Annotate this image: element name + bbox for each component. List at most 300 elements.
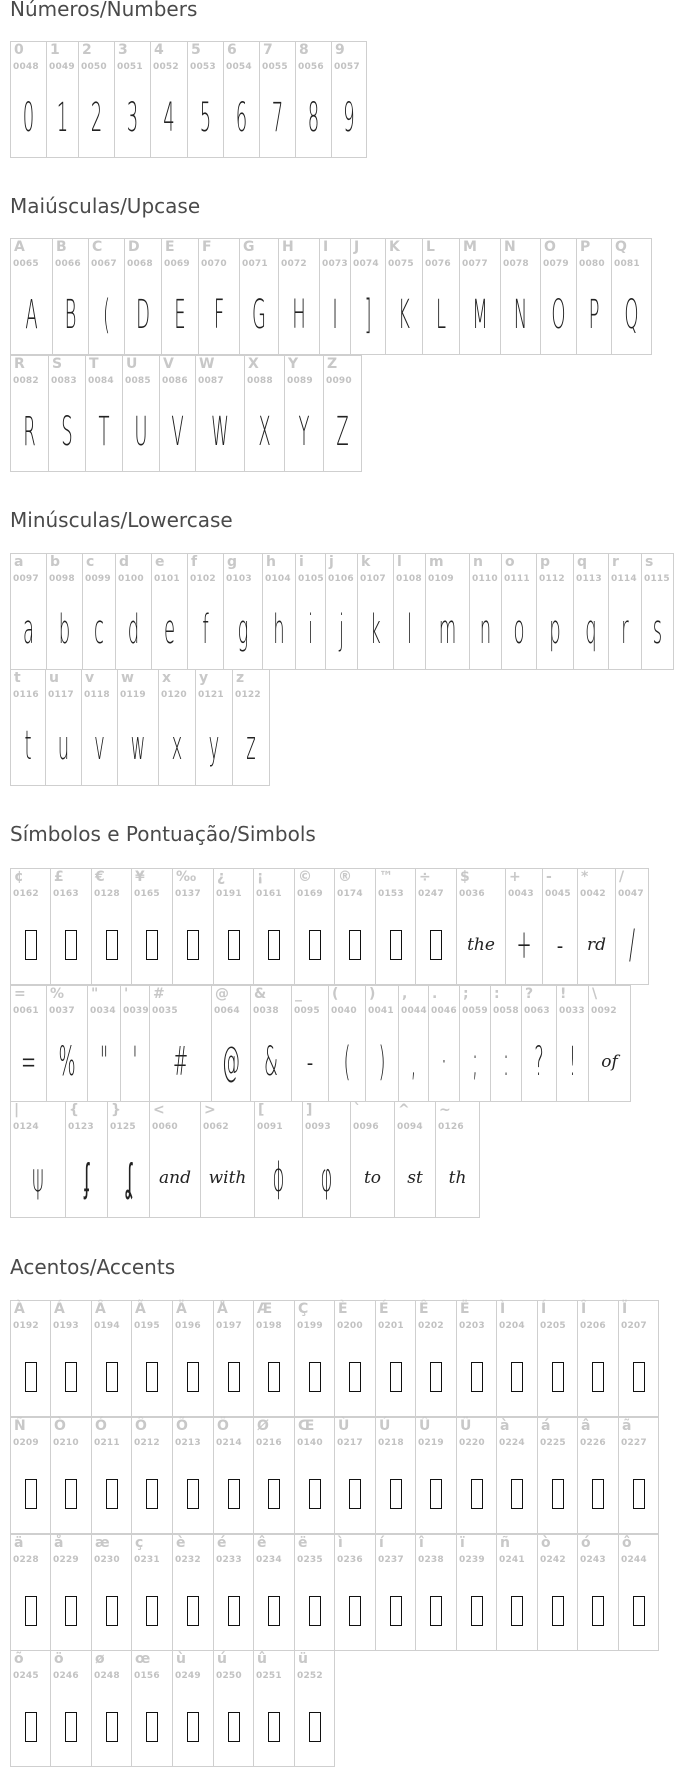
character-code: 0074 <box>353 259 379 269</box>
missing-glyph-icon <box>106 930 118 960</box>
character-label: Y <box>288 356 299 372</box>
missing-glyph-icon <box>390 930 402 960</box>
missing-glyph-box <box>254 1466 294 1522</box>
character-code: 0045 <box>545 889 571 899</box>
character-label: ~ <box>439 1102 451 1118</box>
character-label: r <box>612 554 619 570</box>
missing-glyph-icon <box>349 930 361 960</box>
character-label: h <box>266 554 276 570</box>
character-code: 0070 <box>201 259 227 269</box>
missing-glyph-icon <box>187 1479 199 1509</box>
character-label: ô <box>622 1535 632 1551</box>
character-label: æ <box>95 1535 110 1551</box>
missing-glyph-box <box>214 917 253 973</box>
character-code: 0220 <box>459 1438 485 1448</box>
glyph-preview: I <box>332 292 338 338</box>
glyph-row <box>10 1534 658 1651</box>
character-label: ' <box>124 986 129 1002</box>
missing-glyph-box <box>578 1583 618 1639</box>
glyph-preview: T <box>98 409 110 455</box>
glyph-cell <box>295 553 326 670</box>
glyph-cell <box>357 553 394 670</box>
character-code: 0241 <box>499 1555 525 1565</box>
glyph-cell <box>425 553 470 670</box>
character-code: 0194 <box>94 1321 120 1331</box>
glyph-preview: z <box>246 723 256 769</box>
missing-glyph-icon <box>268 1712 280 1742</box>
missing-glyph-icon <box>268 1479 280 1509</box>
missing-glyph-box <box>497 1583 537 1639</box>
glyph-cell <box>456 1300 497 1417</box>
glyph-cell <box>393 553 426 670</box>
character-code: 0226 <box>580 1438 606 1448</box>
glyph-cell <box>158 669 196 786</box>
missing-glyph-box <box>132 1349 172 1405</box>
glyph-preview: 5 <box>199 95 212 141</box>
glyph-cell <box>334 868 376 985</box>
glyph-preview: ' <box>132 1039 138 1085</box>
character-label: Å <box>217 1301 228 1317</box>
missing-glyph-icon <box>633 1479 645 1509</box>
missing-glyph-box <box>254 1699 294 1755</box>
character-code: 0071 <box>242 259 268 269</box>
character-label: s <box>645 554 654 570</box>
character-code: 0064 <box>214 1006 240 1016</box>
glyph-cell <box>10 1417 51 1534</box>
glyph-preview: ɸ <box>272 1155 285 1201</box>
character-code: 0077 <box>462 259 488 269</box>
glyph-preview: , <box>410 1039 417 1085</box>
character-label: ü <box>298 1651 308 1667</box>
missing-glyph-icon <box>430 1362 442 1392</box>
character-label: ó <box>581 1535 591 1551</box>
character-code: 0035 <box>152 1006 178 1016</box>
character-code: 0233 <box>216 1555 242 1565</box>
character-code: 0078 <box>503 259 529 269</box>
glyph-cell <box>161 238 199 355</box>
glyph-preview: 3 <box>126 95 139 141</box>
character-label: Ø <box>257 1418 269 1434</box>
glyph-preview: · <box>441 1039 447 1085</box>
character-label: x <box>162 670 172 686</box>
glyph-preview: O <box>551 292 566 338</box>
glyph-preview: p <box>549 607 561 653</box>
character-label: û <box>257 1651 267 1667</box>
character-label: ï <box>460 1535 465 1551</box>
missing-glyph-icon <box>309 1596 321 1626</box>
glyph-cell <box>78 41 115 158</box>
glyph-cell <box>459 238 501 355</box>
character-code: 0075 <box>388 259 414 269</box>
missing-glyph-icon <box>511 1362 523 1392</box>
missing-glyph-box <box>51 917 91 973</box>
missing-glyph-box <box>497 1349 537 1405</box>
glyph-cell <box>385 238 423 355</box>
missing-glyph-box <box>416 1349 456 1405</box>
glyph-cell <box>10 355 49 472</box>
missing-glyph-icon <box>228 1712 240 1742</box>
missing-glyph-box <box>619 1583 658 1639</box>
character-label: C <box>92 239 103 255</box>
missing-glyph-box <box>295 1583 334 1639</box>
glyph-cell <box>10 868 51 985</box>
character-code: 0120 <box>161 690 187 700</box>
character-code: 0204 <box>499 1321 525 1331</box>
glyph-preview: to <box>363 1168 382 1188</box>
character-label: K <box>389 239 400 255</box>
character-label: 6 <box>227 42 237 58</box>
glyph-cell <box>331 41 367 158</box>
character-label: L <box>426 239 435 255</box>
glyph-preview: n <box>479 607 492 653</box>
character-code: 0200 <box>337 1321 363 1331</box>
glyph-preview: 0 <box>22 95 35 141</box>
character-label: \ <box>592 986 598 1002</box>
glyph-preview: d <box>127 607 140 653</box>
glyph-cell <box>537 1300 578 1417</box>
glyph-cell <box>149 1101 201 1218</box>
glyph-cell <box>328 985 366 1102</box>
character-label: õ <box>14 1651 24 1667</box>
glyph-preview: W <box>211 409 229 455</box>
character-label: m <box>429 554 444 570</box>
glyph-preview: q <box>585 607 597 653</box>
glyph-cell <box>213 1534 254 1651</box>
glyph-cell <box>45 669 82 786</box>
glyph-cell <box>10 238 53 355</box>
glyph-cell <box>254 1101 303 1218</box>
glyph-cell <box>456 1417 497 1534</box>
missing-glyph-box <box>335 1466 375 1522</box>
missing-glyph-icon <box>65 1596 77 1626</box>
character-label: 9 <box>335 42 345 58</box>
character-label: p <box>540 554 551 570</box>
character-code: 0242 <box>540 1555 566 1565</box>
character-code: 0062 <box>203 1122 229 1132</box>
character-label: 4 <box>154 42 164 58</box>
glyph-cell <box>253 1534 295 1651</box>
character-label: ñ <box>500 1535 510 1551</box>
character-label: _ <box>295 986 302 1002</box>
character-label: ¢ <box>14 869 24 885</box>
glyph-cell <box>187 553 224 670</box>
character-label: B <box>56 239 67 255</box>
character-code: 0043 <box>508 889 534 899</box>
character-code: 0211 <box>94 1438 120 1448</box>
glyph-cell <box>501 553 537 670</box>
glyph-cell <box>213 868 254 985</box>
glyph-preview: % <box>58 1039 76 1085</box>
character-code: 0072 <box>281 259 307 269</box>
character-label: ù <box>176 1651 186 1667</box>
glyph-preview: l <box>406 607 413 653</box>
character-code: 0229 <box>53 1555 79 1565</box>
character-code: 0113 <box>576 574 602 584</box>
glyph-cell <box>10 1534 51 1651</box>
character-code: 0052 <box>153 62 179 72</box>
glyph-cell <box>200 1101 255 1218</box>
character-code: 0201 <box>378 1321 404 1331</box>
missing-glyph-icon <box>633 1596 645 1626</box>
character-code: 0069 <box>164 259 190 269</box>
character-code: 0063 <box>524 1006 550 1016</box>
character-code: 0053 <box>190 62 216 72</box>
glyph-cell <box>259 41 296 158</box>
character-code: 0236 <box>337 1555 363 1565</box>
glyph-preview: a <box>22 607 35 653</box>
character-label: Û <box>419 1418 431 1434</box>
missing-glyph-box <box>619 1466 658 1522</box>
glyph-preview: t <box>24 723 32 769</box>
missing-glyph-box <box>132 1699 172 1755</box>
character-code: 0227 <box>621 1438 647 1448</box>
glyph-cell <box>618 1300 659 1417</box>
glyph-cell <box>615 868 649 985</box>
glyph-cell <box>537 1534 578 1651</box>
glyph-preview: R <box>23 409 36 455</box>
character-label: v <box>85 670 95 686</box>
glyph-preview: M <box>472 292 488 338</box>
glyph-cell <box>46 985 88 1102</box>
glyph-cell <box>350 1101 395 1218</box>
glyph-cell <box>10 41 47 158</box>
glyph-cell <box>428 985 460 1102</box>
character-code: 0109 <box>428 574 454 584</box>
character-label: ä <box>14 1535 24 1551</box>
character-code: 0098 <box>49 574 75 584</box>
character-code: 0111 <box>504 574 530 584</box>
character-label: . <box>432 986 438 1002</box>
glyph-cell <box>10 1101 66 1218</box>
character-label: œ <box>135 1651 151 1667</box>
character-label: Ì <box>500 1301 506 1317</box>
character-label: q <box>577 554 588 570</box>
section-title: Acentos/Accents <box>10 1255 176 1279</box>
character-code: 0089 <box>287 376 313 386</box>
glyph-cell <box>172 868 214 985</box>
glyph-cell <box>262 553 296 670</box>
character-label: & <box>254 986 267 1002</box>
missing-glyph-icon <box>309 1712 321 1742</box>
character-label: : <box>494 986 500 1002</box>
character-code: 0061 <box>13 1006 39 1016</box>
missing-glyph-box <box>214 1699 253 1755</box>
missing-glyph-box <box>335 1349 375 1405</box>
glyph-preview: 8 <box>307 95 320 141</box>
character-label: y <box>199 670 209 686</box>
glyph-preview: m <box>438 607 457 653</box>
character-code: 0097 <box>13 574 39 584</box>
glyph-cell <box>496 1534 538 1651</box>
missing-glyph-box <box>335 917 375 973</box>
glyph-cell <box>91 1650 132 1767</box>
missing-glyph-icon <box>187 1362 199 1392</box>
missing-glyph-icon <box>146 1596 158 1626</box>
character-code: 0095 <box>294 1006 320 1016</box>
missing-glyph-box <box>254 1583 294 1639</box>
glyph-cell <box>149 985 212 1102</box>
missing-glyph-box <box>416 917 456 973</box>
character-code: 0246 <box>53 1671 79 1681</box>
glyph-preview: 1 <box>56 95 69 141</box>
character-label: Ô <box>135 1418 147 1434</box>
character-label: Î <box>581 1301 587 1317</box>
character-label: Z <box>327 356 338 372</box>
character-label: @ <box>215 986 229 1002</box>
character-code: 0192 <box>13 1321 39 1331</box>
missing-glyph-box <box>11 1583 50 1639</box>
character-code: 0195 <box>134 1321 160 1331</box>
character-code: 0197 <box>216 1321 242 1331</box>
missing-glyph-icon <box>511 1479 523 1509</box>
character-label: © <box>298 869 312 885</box>
character-code: 0225 <box>540 1438 566 1448</box>
character-label: ® <box>338 869 352 885</box>
missing-glyph-icon <box>106 1712 118 1742</box>
missing-glyph-icon <box>25 1712 37 1742</box>
glyph-cell <box>294 868 335 985</box>
glyph-preview: st <box>407 1168 423 1188</box>
missing-glyph-box <box>173 1466 213 1522</box>
character-label: å <box>54 1535 64 1551</box>
character-label: D <box>128 239 140 255</box>
glyph-cell <box>278 238 320 355</box>
missing-glyph-box <box>497 1466 537 1522</box>
character-code: 0231 <box>134 1555 160 1565</box>
character-code: 0140 <box>297 1438 323 1448</box>
missing-glyph-box <box>335 1583 375 1639</box>
glyph-preview: i <box>307 607 314 653</box>
glyph-preview: / <box>628 922 636 968</box>
glyph-cell <box>223 553 263 670</box>
character-label: 5 <box>191 42 201 58</box>
glyph-cell <box>172 1417 214 1534</box>
glyph-cell <box>82 553 116 670</box>
character-label: # <box>153 986 165 1002</box>
glyph-preview: ʄ <box>84 1155 89 1201</box>
character-code: 0080 <box>579 259 605 269</box>
glyph-preview: rd <box>586 935 606 955</box>
character-label: > <box>204 1102 216 1118</box>
glyph-preview: b <box>58 607 71 653</box>
glyph-cell <box>213 1650 254 1767</box>
character-code: 0103 <box>226 574 252 584</box>
glyph-cell <box>195 355 245 472</box>
character-code: 0079 <box>543 259 569 269</box>
glyph-preview: v <box>94 723 105 769</box>
glyph-cell <box>253 1650 295 1767</box>
character-code: 0057 <box>334 62 360 72</box>
glyph-preview: th <box>448 1168 467 1188</box>
character-label: u <box>49 670 59 686</box>
character-label: = <box>14 986 26 1002</box>
glyph-preview: y <box>208 723 220 769</box>
character-label: G <box>243 239 255 255</box>
character-code: 0214 <box>216 1438 242 1448</box>
character-code: 0048 <box>13 62 39 72</box>
glyph-preview: G <box>252 292 266 338</box>
glyph-cell <box>213 1417 254 1534</box>
character-label: / <box>619 869 625 885</box>
character-label: f <box>191 554 198 570</box>
character-label: , <box>402 986 408 1002</box>
character-label: Ú <box>379 1418 391 1434</box>
glyph-preview: ψ <box>32 1155 44 1201</box>
character-label: ™ <box>379 869 393 885</box>
character-label: Í <box>541 1301 547 1317</box>
missing-glyph-icon <box>268 1596 280 1626</box>
character-code: 0251 <box>256 1671 282 1681</box>
glyph-preview: 7 <box>271 95 284 141</box>
character-label: ø <box>95 1651 105 1667</box>
missing-glyph-icon <box>268 930 280 960</box>
character-code: 0156 <box>134 1671 160 1681</box>
glyph-cell <box>294 1417 335 1534</box>
glyph-cell <box>85 355 123 472</box>
character-code: 0121 <box>198 690 224 700</box>
glyph-preview: - <box>556 922 564 968</box>
glyph-preview: φ <box>320 1155 333 1201</box>
character-label: 7 <box>263 42 273 58</box>
glyph-preview: ] <box>364 292 372 338</box>
glyph-cell <box>211 985 251 1102</box>
character-code: 0237 <box>378 1555 404 1565</box>
character-label: A <box>14 239 25 255</box>
character-code: 0099 <box>85 574 111 584</box>
glyph-preview: k <box>370 607 381 653</box>
glyph-cell <box>641 553 674 670</box>
character-code: 0239 <box>459 1555 485 1565</box>
glyph-row <box>10 1650 334 1767</box>
glyph-cell <box>131 1417 173 1534</box>
character-code: 0249 <box>175 1671 201 1681</box>
character-code: 0107 <box>360 574 386 584</box>
character-code: 0232 <box>175 1555 201 1565</box>
character-code: 0086 <box>162 376 188 386</box>
glyph-row <box>10 868 648 985</box>
glyph-row <box>10 669 269 786</box>
glyph-cell <box>50 1534 92 1651</box>
character-label: H <box>282 239 294 255</box>
missing-glyph-icon <box>146 1362 158 1392</box>
missing-glyph-icon <box>187 1596 199 1626</box>
glyph-preview: : <box>502 1039 510 1085</box>
character-label: â <box>581 1418 591 1434</box>
glyph-cell <box>114 41 151 158</box>
character-label: ì <box>338 1535 343 1551</box>
missing-glyph-box <box>11 917 50 973</box>
character-code: 0066 <box>55 259 81 269</box>
glyph-preview: 9 <box>343 95 355 141</box>
glyph-cell <box>10 985 47 1102</box>
missing-glyph-icon <box>65 930 77 960</box>
character-label: ã <box>622 1418 632 1434</box>
glyph-preview: X <box>258 409 271 455</box>
character-label: } <box>111 1102 121 1118</box>
character-code: 0051 <box>117 62 143 72</box>
missing-glyph-icon <box>106 1596 118 1626</box>
missing-glyph-box <box>538 1466 577 1522</box>
missing-glyph-icon <box>390 1362 402 1392</box>
missing-glyph-box <box>214 1466 253 1522</box>
missing-glyph-box <box>92 917 131 973</box>
character-label: ) <box>369 986 376 1002</box>
missing-glyph-box <box>295 1349 334 1405</box>
character-code: 0055 <box>262 62 288 72</box>
character-label: W <box>199 356 215 372</box>
glyph-cell <box>540 238 577 355</box>
glyph-preview: # <box>172 1039 189 1085</box>
